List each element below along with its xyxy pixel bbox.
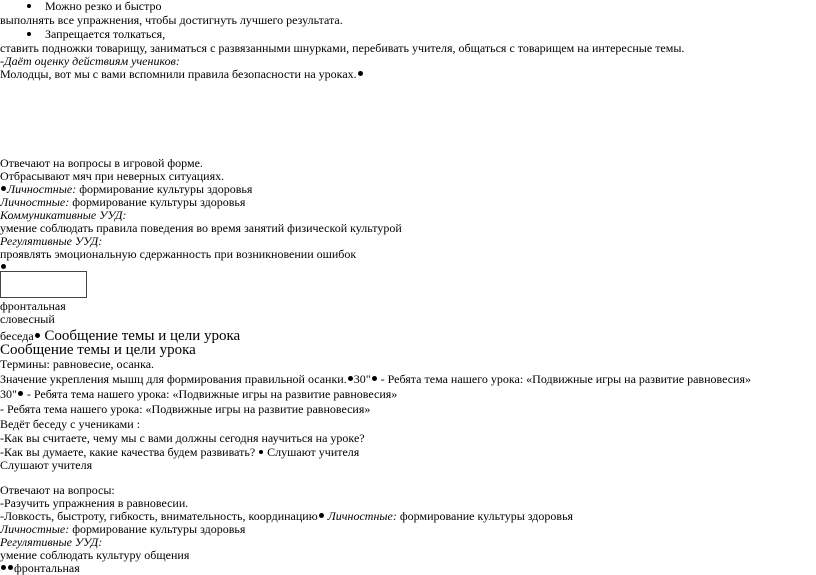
text-line: умение соблюдать правила поведения во время занятий физической культурой <box>0 221 402 235</box>
text-line: Термины: равновесие, осанка. <box>0 357 155 371</box>
text-line: Коммуникативные УУД: <box>0 208 127 222</box>
text-line: фронтальная <box>0 562 80 575</box>
text-line: Отвечают на вопросы: <box>0 483 115 497</box>
text-line: Регулятивные УУД: <box>0 535 103 549</box>
text-line: беседа Сообщение темы и цели урока <box>0 328 241 344</box>
text-line: словесный <box>0 312 55 326</box>
bullet-icon <box>27 4 31 8</box>
text-line: - Ребята тема нашего урока: «Подвижные игры на развитие равновесия» <box>0 402 371 416</box>
bullet-icon <box>18 391 23 396</box>
bullet-icon <box>259 450 263 454</box>
text-line: Регулятивные УУД: <box>0 234 103 248</box>
section-heading: Сообщение темы и цели урока <box>0 342 196 358</box>
bullet-icon <box>8 565 13 570</box>
bullet-icon <box>1 264 6 269</box>
bullet-icon <box>1 186 6 191</box>
text-line: Молодцы, вот мы с вами вспомнили правила безопасности на уроках. <box>0 68 364 81</box>
text-line: -Даёт оценку действиям учеников: <box>0 54 180 68</box>
bullet-icon <box>35 333 40 338</box>
bullet-icon <box>348 376 353 381</box>
text-line: ставить подножки товарищу, заниматься с развязанными шнурками, перебивать учителя, общаться с товарищем на интересные темы. <box>0 41 685 55</box>
text-line: Отвечают на вопросы в игровой форме. <box>0 156 203 170</box>
text-line: умение соблюдать культуру общения <box>0 548 190 562</box>
text-line: Слушают учителя <box>0 458 93 472</box>
text-line: фронтальная <box>0 299 66 313</box>
text-line: Отбрасывают мяч при неверных ситуациях. <box>0 169 225 183</box>
rule-list-item: Запрещается толкаться, <box>26 28 165 41</box>
text-line: выполнять все упражнения, чтобы достигнуть лучшего результата. <box>0 13 343 27</box>
text-line: Ведёт беседу с учениками : <box>0 417 141 431</box>
bullet-icon <box>1 565 6 570</box>
text-line: Значение укрепления мышц для формирования правильной осанки. 30" - Ребята тема нашего урока: «Подвижные игры на развитие равновесия» <box>0 372 751 386</box>
text-line: -Разучить упражнения в равновесии. <box>0 496 189 510</box>
bullet-icon <box>358 71 363 76</box>
bullet-icon <box>319 513 324 518</box>
text-line: Личностные: формирование культуры здоровья <box>0 522 246 536</box>
text-line: 30" - Ребята тема нашего урока: «Подвижные игры на развитие равновесия» <box>0 387 398 401</box>
empty-text-box <box>0 271 87 298</box>
rule-list-item: Можно резко и быстро <box>26 0 162 13</box>
text-line: -Как вы думаете, какие качества будем развивать? Слушают учителя <box>0 445 360 459</box>
text-line: Личностные: формирование культуры здоровья <box>0 183 252 196</box>
text-line: -Как вы считаете, чему мы с вами должны сегодня научиться на уроке? <box>0 431 365 445</box>
bullet-icon <box>372 376 377 381</box>
text-line: проявлять эмоциональную сдержанность при возникновении ошибок <box>0 247 357 261</box>
text-line: -Ловкость, быстроту, гибкость, внимательность, координацию Личностные: формирование культуры здоровья <box>0 509 574 523</box>
text-line: Личностные: формирование культуры здоровья <box>0 195 246 209</box>
bullet-icon <box>27 32 31 36</box>
